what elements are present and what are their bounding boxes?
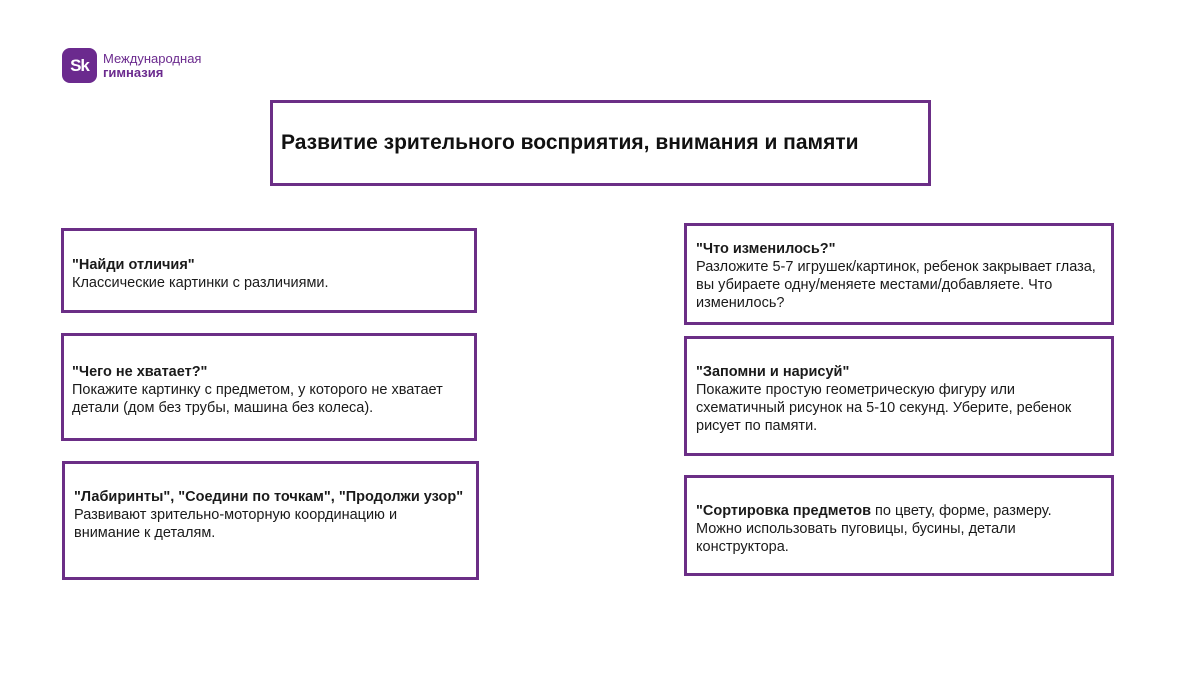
game-description: по цвету, форме, размеру. Можно использовать пуговицы, бусины, детали конструктора. — [696, 503, 1052, 555]
game-name: "Найди отличия" — [72, 257, 195, 273]
game-card-sorting — [684, 475, 1114, 576]
logo — [62, 48, 201, 83]
game-card-find-differences — [61, 228, 477, 313]
game-description: Развивают зрительно-моторную координацию и внимание к деталям. — [74, 507, 398, 541]
game-description: Классические картинки с различиями. — [72, 275, 329, 291]
game-description: Покажите картинку с предметом, у которого не хватает детали (дом без трубы, машина без колеса). — [72, 382, 443, 416]
logo-line-2: гимназия — [103, 64, 164, 80]
logo-text — [103, 52, 201, 80]
logo-line-1: Международная — [103, 50, 202, 66]
game-description: Покажите простую геометрическую фигуру или схематичный рисунок на 5-10 секунд. Уберите, ребенок рисует по памяти. — [696, 382, 1072, 434]
game-name: "Что изменилось?" — [696, 241, 836, 257]
game-card-what-changed — [684, 223, 1114, 325]
game-card-what-is-missing — [61, 333, 477, 441]
game-name: "Сортировка предметов — [696, 503, 872, 519]
game-description: Разложите 5-7 игрушек/картинок, ребенок закрывает глаза, вы убираете одну/меняете местами/добавляете. Что изменилось? — [696, 259, 1096, 311]
game-card-remember-and-draw — [684, 336, 1114, 456]
page-title: Развитие зрительного восприятия, внимания и памяти — [281, 131, 859, 154]
title-box — [270, 100, 931, 186]
game-name: "Лабиринты", "Соедини по точкам", "Продолжи узор" — [74, 489, 464, 505]
game-name: "Чего не хватает?" — [72, 364, 208, 380]
game-card-mazes — [62, 461, 479, 580]
game-name: "Запомни и нарисуй" — [696, 364, 850, 380]
logo-mark: Sk — [62, 48, 97, 83]
